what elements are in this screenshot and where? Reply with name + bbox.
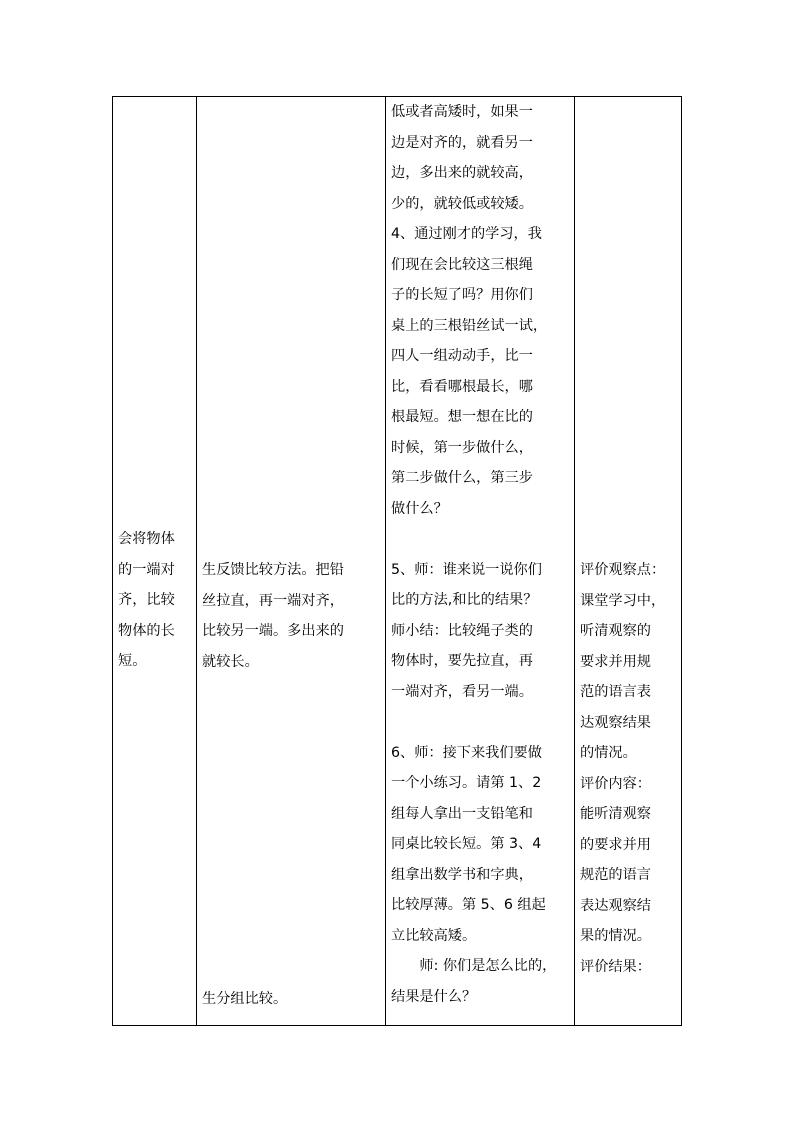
student-activity-cell <box>197 97 386 1026</box>
evaluation-line: 的要求并用 <box>580 836 651 853</box>
teacher-line: 6、师：接下来我们要做 <box>391 744 542 761</box>
evaluation-line: 评价内容： <box>580 775 651 792</box>
teacher-line: 师小结：比较绳子类的 <box>391 622 533 639</box>
evaluation-line: 评价结果： <box>580 958 651 975</box>
evaluation-line: 课堂学习中， <box>580 592 666 609</box>
objective-line: 物体的长 <box>118 622 175 639</box>
teacher-line: 立比较高矮。 <box>391 927 477 944</box>
teacher-line: 4、通过刚才的学习，我 <box>391 226 542 242</box>
teacher-line: 子的长短了吗？用你们 <box>391 287 533 303</box>
evaluation-line: 范的语言表 <box>580 684 651 700</box>
evaluation-line: 的情况。 <box>580 745 637 761</box>
teacher-line: 比的方法,和比的结果？ <box>391 592 538 608</box>
teacher-line: 比，看看哪根最长，哪 <box>391 378 533 395</box>
blank-line <box>391 524 569 555</box>
teacher-line: 边，多出来的就较高， <box>391 165 533 181</box>
objective-line: 短。 <box>118 653 147 669</box>
table-row <box>113 97 682 1026</box>
student-activity-line: 生反馈比较方法。把铅 <box>202 562 344 578</box>
evaluation-cell <box>575 97 682 1026</box>
teacher-line: 比较厚薄。第 5、6 组起 <box>391 897 546 913</box>
evaluation-line: 表达观察结 <box>580 897 651 914</box>
evaluation-line: 能听清观察 <box>580 806 651 822</box>
evaluation-line: 果的情况。 <box>580 928 651 944</box>
teacher-line: 们现在会比较这三根绳 <box>391 256 533 273</box>
teacher-line: 桌上的三根铅丝试一试， <box>391 317 548 334</box>
teacher-line: 5、师：谁来说一说你们 <box>391 561 542 578</box>
teacher-line: 组每人拿出一支铅笔和 <box>391 805 533 822</box>
student-activity-line: 比较另一端。多出来的 <box>202 623 344 639</box>
objective-line: 齐，比较 <box>118 592 175 608</box>
evaluation-line: 要求并用规 <box>580 653 651 670</box>
evaluation-line: 规范的语言 <box>580 867 651 883</box>
student-group-compare: 生分组比较。 <box>202 991 288 1007</box>
teacher-line: 做什么？ <box>391 500 448 517</box>
objective-line: 会将物体 <box>118 531 175 547</box>
teacher-line: 少的，就较低或较矮。 <box>391 195 533 212</box>
teacher-line: 结果是什么？ <box>391 988 477 1005</box>
teacher-line: 组拿出数学书和字典， <box>391 866 533 883</box>
student-activity-line: 丝拉直，再一端对齐， <box>202 592 344 609</box>
teacher-line: 四人一组动动手，比一 <box>391 348 533 364</box>
evaluation-line: 听清观察的 <box>580 623 651 639</box>
teacher-line: 第二步做什么，第三步 <box>391 470 533 486</box>
blank-line <box>391 707 569 738</box>
evaluation-line: 评价观察点： <box>580 562 666 578</box>
teacher-line: 同桌比较长短。第 3、4 <box>391 836 542 852</box>
student-activity-spacer <box>202 97 380 555</box>
teacher-line: 低或者高矮时，如果一 <box>391 104 533 120</box>
teacher-line: 一个小练习。请第 1、2 <box>391 775 542 791</box>
teacher-line: 一端对齐，看另一端。 <box>391 683 533 700</box>
teacher-line: 根最短。想一想在比的 <box>391 409 533 425</box>
teacher-activity-cell <box>386 97 575 1026</box>
evaluation-line: 达观察结果 <box>580 714 651 731</box>
lesson-plan-table <box>112 96 682 1026</box>
teacher-line: 物体时，要先拉直，再 <box>391 653 533 669</box>
student-activity-line: 就较长。 <box>202 653 259 670</box>
objective-cell <box>113 97 197 1026</box>
teacher-line: 边是对齐的，就看另一 <box>391 134 533 151</box>
teacher-line: 师: 你们是怎么比的， <box>419 958 557 974</box>
teacher-line: 时候，第一步做什么， <box>391 439 533 456</box>
objective-spacer <box>118 97 191 524</box>
evaluation-spacer <box>580 97 676 555</box>
objective-line: 的一端对 <box>118 561 175 578</box>
